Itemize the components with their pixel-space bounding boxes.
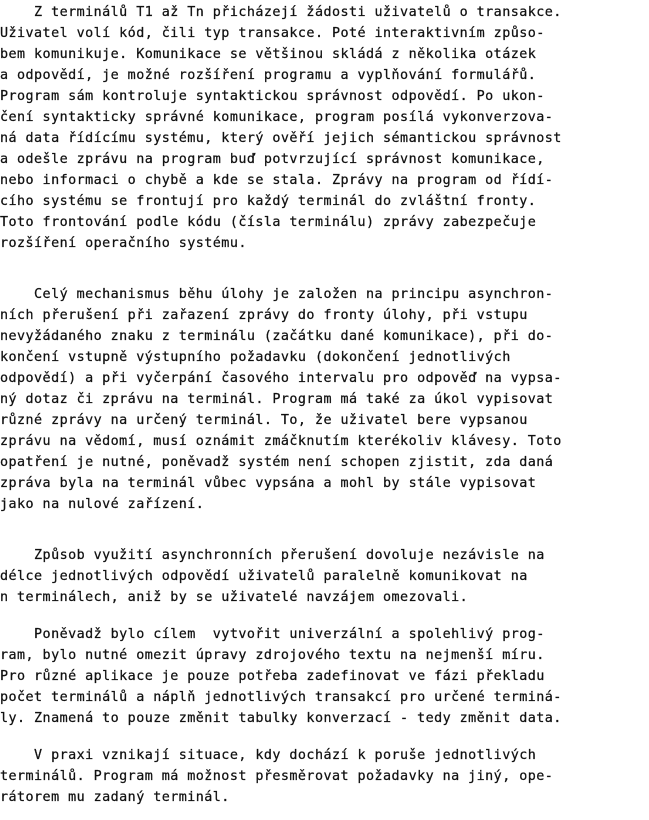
text-line: nevyžádaného znaku z terminálu (začátku dané komunikace), při do- (0, 329, 554, 344)
text-line: odpovědí) a při vyčerpání časového intervalu pro odpověď na vypsa- (0, 371, 562, 386)
text-line: ný dotaz či zprávu na terminál. Program má také za úkol vypisovat (0, 392, 554, 407)
text-line: jako na nulové zařízení. (0, 497, 205, 512)
text-line: různé zprávy na určený terminál. To, že uživatel bere vypsanou (0, 413, 528, 428)
text-line: počet terminálů a náplň jednotlivých transakcí pro určené terminá- (0, 690, 562, 705)
text-line: ly. Znamená to pouze změnit tabulky konverzací - tedy změnit data. (0, 711, 562, 726)
text-line: a odešle zprávu na program buď potvrzující správnost komunikace, (0, 152, 545, 167)
text-line: Způsob využití asynchronních přerušení dovoluje nezávisle na (0, 548, 545, 563)
text-line: čení syntakticky správné komunikace, program posílá vykonverzova- (0, 110, 554, 125)
text-line: rátorem mu zadaný terminál. (0, 790, 230, 805)
text-line: ram, bylo nutné omezit úpravy zdrojového textu na nejmenší míru. (0, 648, 545, 663)
text-line: zpráva byla na terminál vůbec vypsána a mohl by stále vypisovat (0, 476, 537, 491)
text-line: bem komunikuje. Komunikace se většinou skládá z několika otázek (0, 47, 537, 62)
text-line: Pro různé aplikace je pouze potřeba zadefinovat ve fázi překladu (0, 669, 545, 684)
text-line: rozšíření operačního systému. (0, 236, 247, 251)
text-line: Celý mechanismus běhu úlohy je založen na principu asynchron- (0, 287, 554, 302)
text-line: zprávu na vědomí, musí oznámit zmáčknutím kterékoliv klávesy. Toto (0, 434, 562, 449)
text-line: nebo informaci o chybě a kde se stala. Zprávy na program od řídí- (0, 173, 554, 188)
text-line: Program sám kontroluje syntaktickou správnost odpovědí. Po ukon- (0, 89, 545, 104)
text-line: n terminálech, aniž by se uživatelé navzájem omezovali. (0, 590, 469, 605)
text-line: délce jednotlivých odpovědí uživatelů paralelně komunikovat na (0, 569, 528, 584)
text-line: V praxi vznikají situace, kdy dochází k poruše jednotlivých (0, 748, 537, 763)
text-line: Uživatel volí kód, čili typ transakce. Poté interaktivním způso- (0, 26, 545, 41)
text-line: končení vstupně výstupního požadavku (dokončení jednotlivých (0, 350, 511, 365)
text-line: a odpovědí, je možné rozšíření programu a vyplňování formulářů. (0, 68, 537, 83)
text-line: opatření je nutné, poněvadž systém není schopen zjistit, zda daná (0, 455, 554, 470)
text-line: ních přerušení při zařazení zprávy do fronty úlohy, při vstupu (0, 308, 528, 323)
text-line: Z terminálů T1 až Tn přicházejí žádosti uživatelů o transakce. (0, 5, 562, 20)
text-line: cího systému se frontují pro každý terminál do zvláštní fronty. (0, 194, 537, 209)
text-line: ná data řídícímu systému, který ověří jejich sémantickou správnost (0, 131, 562, 146)
text-line: terminálů. Program má možnost přesměrovat požadavky na jiný, ope- (0, 769, 554, 784)
text-line: Poněvadž bylo cílem vytvořit univerzální a spolehlivý prog- (0, 627, 545, 642)
text-line: Toto frontování podle kódu (čísla terminálu) zprávy zabezpečuje (0, 215, 537, 230)
